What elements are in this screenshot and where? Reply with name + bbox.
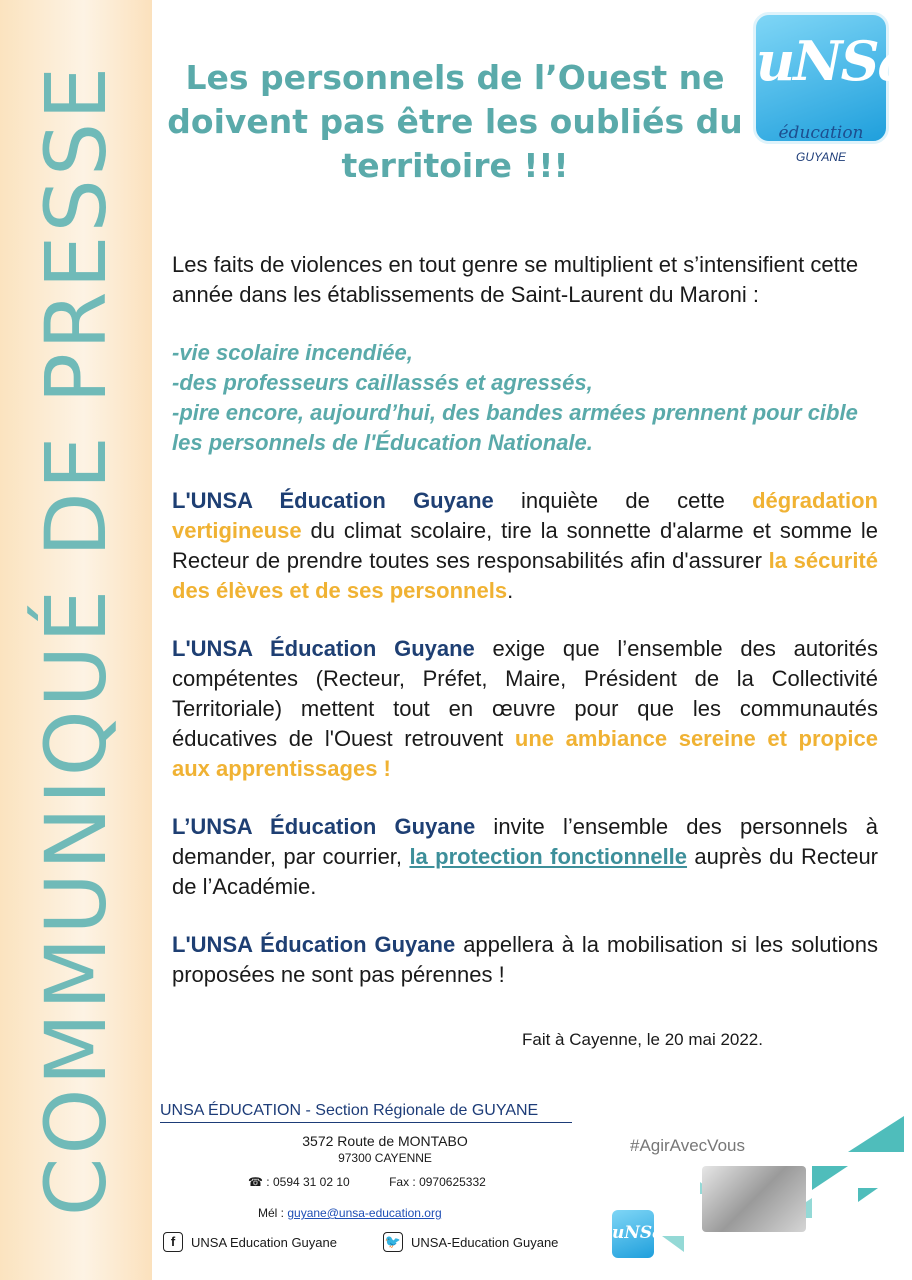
decor-triangle [848,1116,904,1152]
sidebar-band [0,0,152,1280]
email-link[interactable]: guyane@unsa-education.org [287,1206,442,1220]
paragraph-mobilisation [172,930,878,990]
unsa-logo [753,12,911,144]
decor-triangle [858,1188,878,1202]
twitter-icon: 🐦 [383,1232,403,1252]
decor-triangle [812,1166,848,1190]
paragraph-text: exige que l’ensemble des autorités compétentes (Recteur, Préfet, Maire, Président de la Collectivité Territoriale) mettent tout en œuvre pour que les communautés éducatives de l'Ouest retrouvent [172,636,878,751]
logo-region: GUYANE [795,150,846,164]
twitter-label: UNSA-Education Guyane [411,1234,559,1250]
contact-phone [248,1175,486,1189]
facebook-contact[interactable] [163,1232,337,1252]
paragraph-concern [172,486,878,606]
protection-link[interactable]: la protection fonctionnelle [409,844,688,869]
org-name: L’UNSA Éducation Guyane [172,814,476,839]
highlight-text: dégradation vertigineuse [172,488,878,543]
mini-unsa-logo: uNSa [612,1210,654,1258]
phone-icon: ☎ [248,1175,263,1189]
org-name: L'UNSA Éducation Guyane [172,488,494,513]
contact-email [258,1206,442,1220]
intro-paragraph: Les faits de violences en tout genre se multiplient et s’intensifient cette année dans les établissements de Saint-Laurent du Maroni : [172,252,859,307]
org-name: L'UNSA Éducation Guyane [172,932,456,957]
footer-section-title: UNSA ÉDUCATION - Section Régionale de GUYANE [160,1102,572,1123]
list-item: -des professeurs caillassés et agressés, [172,370,593,395]
decor-triangle [662,1236,684,1252]
paragraph-text: invite l’ensemble des personnels à demander, par courrier, [172,814,878,869]
address-city: 97300 CAYENNE [338,1151,432,1165]
email-label: Mél : [258,1206,288,1220]
logo-text: uNSa [756,29,911,93]
facebook-label: UNSA Education Guyane [191,1234,337,1250]
facebook-icon: f [163,1232,183,1252]
list-item: -vie scolaire incendiée, [172,340,413,365]
highlight-text: la sécurité des élèves et de ses personnels [172,548,878,603]
street-name: Route de MONTABO [333,1133,468,1149]
press-release-body [172,250,878,1018]
address-street [220,1133,550,1149]
twitter-contact[interactable] [383,1232,558,1252]
people-photo [702,1166,806,1232]
page-title [155,56,755,188]
phone-number: : 0594 31 02 10 [266,1175,350,1189]
title-line-3: territoire !!! [341,146,569,185]
paragraph-text: appellera à la mobilisation si les solutions proposées ne sont pas pérennes ! [172,932,878,987]
street-number: 3572 [302,1133,334,1149]
logo-subtitle: éducation [778,123,864,143]
paragraph-invite [172,812,878,902]
fax-number: Fax : 0970625332 [389,1175,486,1189]
sidebar-label: COMMUNIQUÉ DE PRESSE [27,63,125,1217]
paragraph-text: inquiète de cette [493,488,753,513]
violence-list [172,338,878,458]
paragraph-text: auprès du Recteur de l’Académie. [172,844,878,899]
hashtag: #AgirAvecVous [630,1136,745,1155]
highlight-text: une ambiance sereine et propice aux apprentissages ! [172,726,878,781]
list-item: -pire encore, aujourd’hui, des bandes armées prennent pour cible les personnels de l'Éducation Nationale. [172,400,858,455]
org-name: L'UNSA Éducation Guyane [172,636,475,661]
paragraph-demand [172,634,878,784]
signature-date: Fait à Cayenne, le 20 mai 2022. [522,1030,763,1049]
paragraph-text: du climat scolaire, tire la sonnette d'alarme et somme le Recteur de prendre toutes ses responsabilités afin d'assurer [172,518,878,573]
paragraph-text: . [507,578,514,603]
title-line-1: Les personnels de l’Ouest ne [185,58,725,97]
title-line-2: doivent pas être les oubliés du [167,102,743,141]
